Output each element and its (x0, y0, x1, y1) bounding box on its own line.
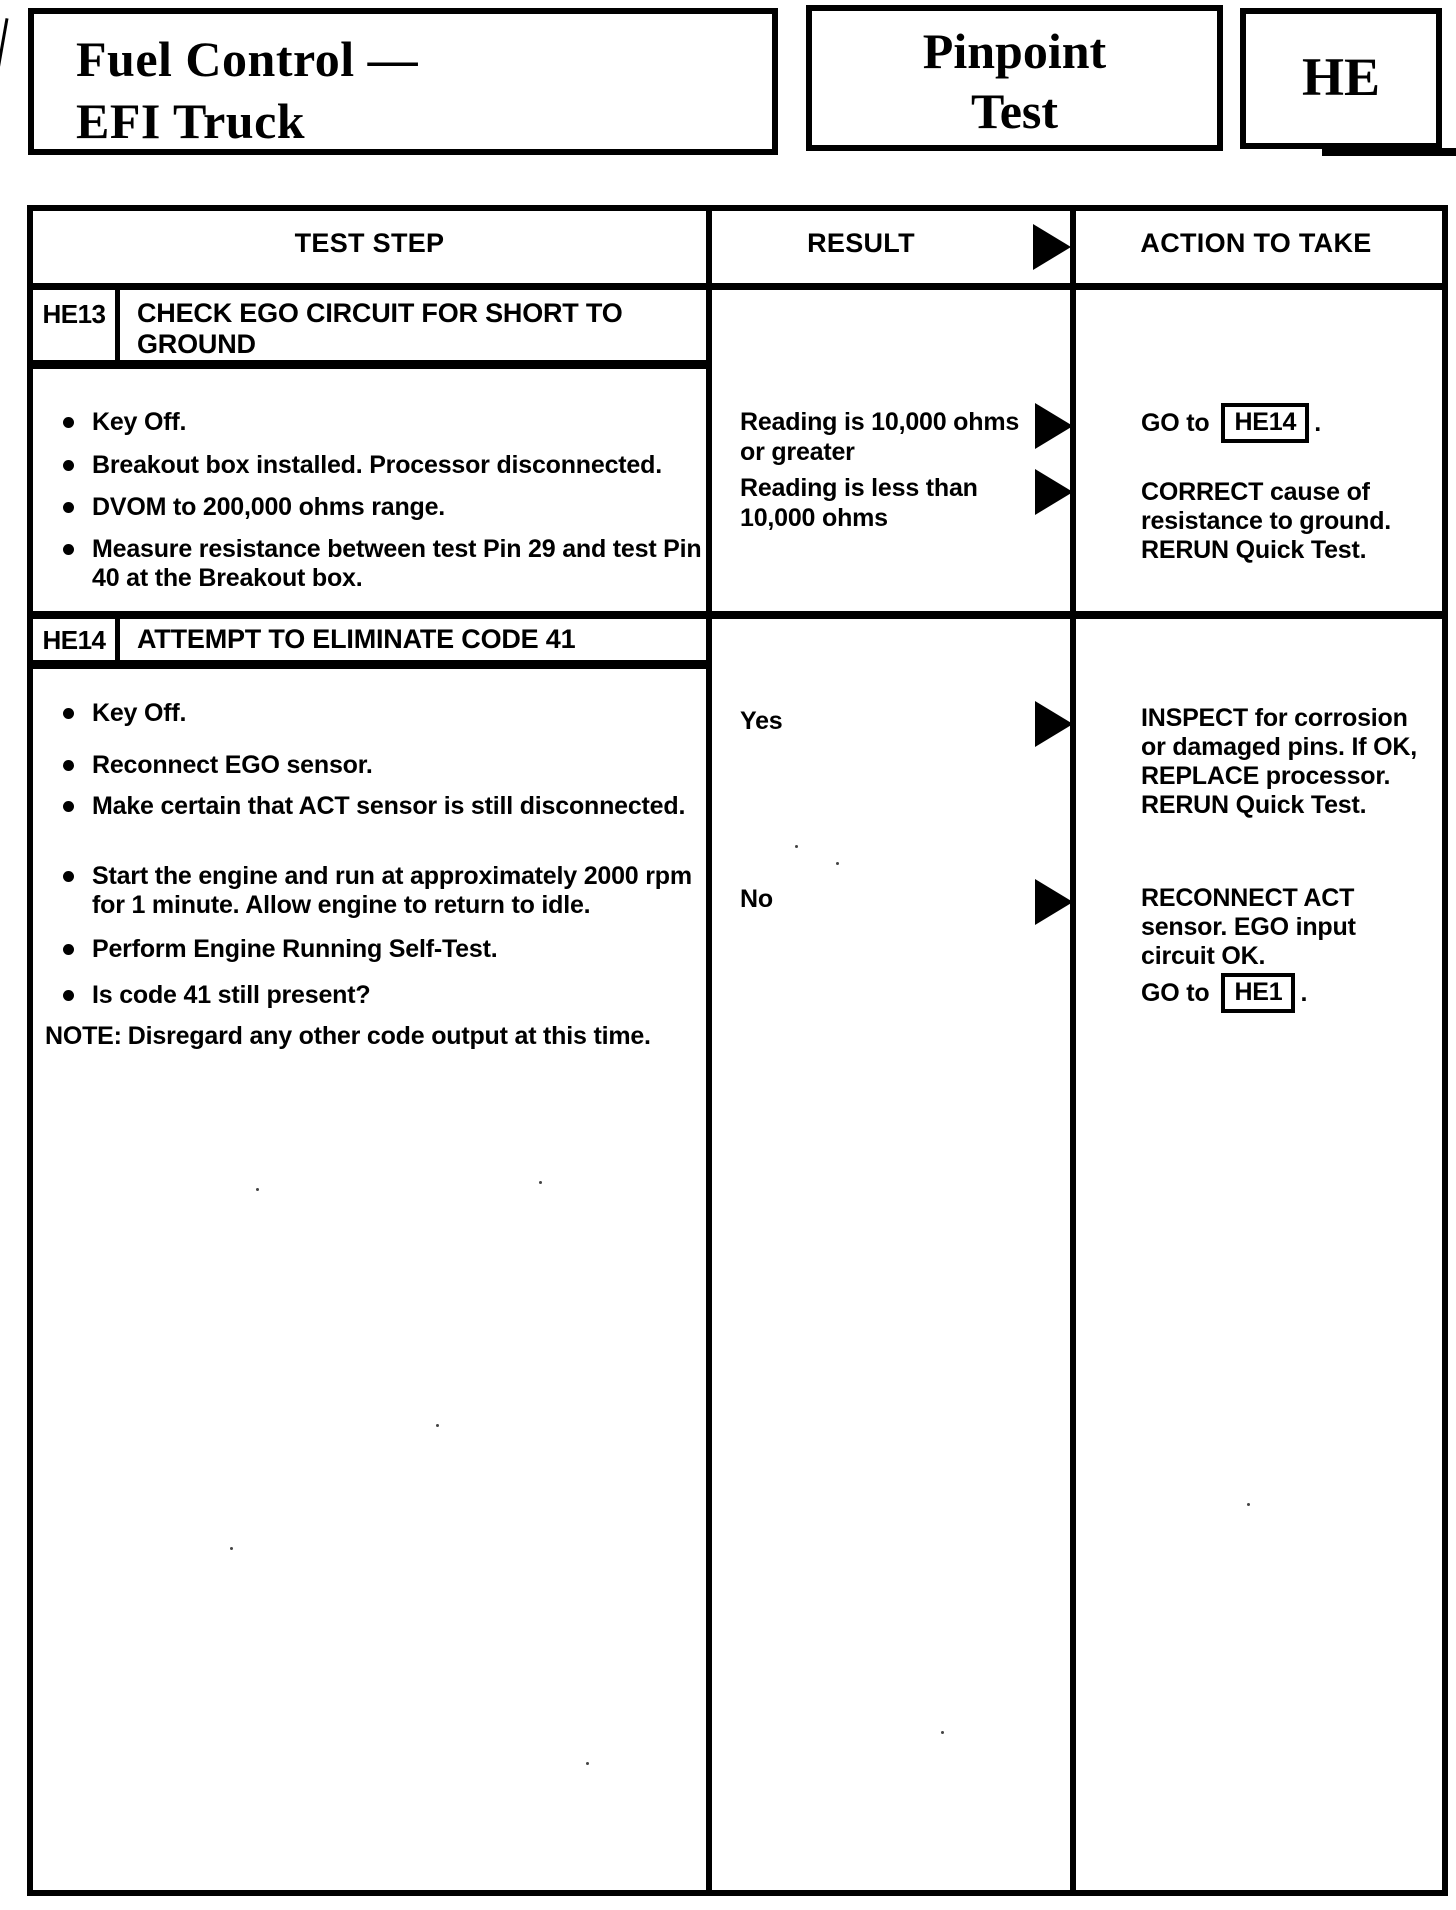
step-title-he13: CHECK EGO CIRCUIT FOR SHORT TO GROUND (137, 298, 623, 359)
goto-label: GO to (1141, 978, 1210, 1007)
step-badge-divider (115, 290, 120, 369)
bullet-icon (63, 760, 74, 771)
step-section-divider (33, 611, 1442, 619)
scan-speck (230, 1547, 233, 1550)
result-condition: No (740, 885, 773, 913)
goto-punctuation: . (1300, 978, 1308, 1007)
scan-speck (436, 1424, 439, 1427)
step-title-he14: ATTEMPT TO ELIMINATE CODE 41 (137, 624, 576, 654)
result-condition: Reading is less than 10,000 ohms (740, 474, 978, 532)
step-title-underline (33, 360, 712, 369)
test-step-text: Measure resistance between test Pin 29 and test Pin 40 at the Breakout box. (92, 535, 702, 592)
scan-edge-artifact (1322, 148, 1456, 156)
action-goto (1141, 403, 1321, 443)
test-step-text: Reconnect EGO sensor. (92, 751, 373, 779)
goto-step-ref: HE14 (1221, 403, 1309, 443)
scan-speck (836, 862, 839, 865)
goto-label: GO to (1141, 408, 1210, 437)
action-text: INSPECT for corrosion or damaged pins. If OK, REPLACE processor. RERUN Quick Test. (1141, 704, 1417, 819)
step-id-he14: HE14 (42, 625, 106, 655)
action-text: CORRECT cause of resistance to ground. RERUN Quick Test. (1141, 478, 1392, 564)
result-condition: Yes (740, 707, 783, 735)
action-goto (1141, 973, 1307, 1013)
test-step-text: Perform Engine Running Self-Test. (92, 935, 498, 963)
result-arrow-icon (1035, 879, 1073, 925)
result-arrow-icon (1035, 701, 1073, 747)
column-divider-2 (1070, 211, 1076, 1890)
note (45, 1021, 655, 1051)
bullet-icon (63, 944, 74, 955)
scan-speck (941, 1731, 944, 1734)
page-code: HE (1301, 47, 1381, 107)
test-step-item (63, 751, 712, 780)
scan-stray-mark (0, 18, 8, 70)
test-step-item (63, 451, 712, 480)
bullet-icon (63, 502, 74, 513)
scan-speck (1247, 1503, 1250, 1506)
test-step-item (63, 699, 712, 728)
test-step-item (63, 493, 712, 522)
result-arrow-icon (1035, 469, 1073, 515)
bullet-icon (63, 544, 74, 555)
goto-step-ref: HE1 (1221, 973, 1295, 1013)
test-step-item (63, 935, 712, 964)
bullet-icon (63, 708, 74, 719)
section-title-line2: EFI Truck (76, 93, 306, 149)
pinpoint-test-table (27, 205, 1448, 1896)
result-condition: Reading is 10,000 ohms or greater (740, 408, 1020, 466)
test-step-text: Is code 41 still present? (92, 981, 371, 1009)
step-id-he13: HE13 (42, 299, 106, 329)
scan-speck (539, 1181, 542, 1184)
result-arrow-icon (1033, 224, 1071, 270)
test-step-item (63, 981, 712, 1010)
bullet-icon (63, 990, 74, 1001)
test-step-text: Make certain that ACT sensor is still disconnected. (92, 792, 686, 820)
result-arrow-icon (1035, 403, 1073, 449)
scan-speck (586, 1762, 589, 1765)
test-step-item (63, 792, 712, 821)
bullet-icon (63, 460, 74, 471)
note-text: Disregard any other code output at this time. (127, 1022, 651, 1050)
scan-speck (256, 1188, 259, 1191)
section-title-box (28, 8, 778, 155)
test-step-text: DVOM to 200,000 ohms range. (92, 493, 446, 521)
step-title-underline (33, 660, 712, 669)
bullet-icon (63, 871, 74, 882)
header-row-divider (33, 283, 1442, 290)
scan-speck (795, 845, 798, 848)
doc-type-box (806, 5, 1223, 151)
test-step-text: Breakout box installed. Processor disconnected. (92, 451, 662, 479)
column-header-result: RESULT (807, 228, 915, 258)
test-step-text: Key Off. (92, 699, 187, 727)
test-step-text: Start the engine and run at approximately 2000 rpm for 1 minute. Allow engine to return to idle. (92, 862, 692, 919)
test-step-item (63, 535, 712, 593)
test-step-text: Key Off. (92, 408, 187, 436)
action-text: RECONNECT ACT sensor. EGO input circuit OK. (1141, 884, 1356, 970)
column-header-test-step: TEST STEP (294, 228, 445, 258)
bullet-icon (63, 417, 74, 428)
bullet-icon (63, 801, 74, 812)
doc-type-line1: Pinpoint (922, 23, 1107, 79)
test-step-item (63, 408, 712, 437)
note-label: NOTE: (45, 1022, 122, 1050)
page-code-box (1240, 8, 1442, 149)
goto-punctuation: . (1314, 408, 1321, 437)
section-title-line1: Fuel Control — (76, 31, 419, 87)
test-step-item (63, 862, 712, 920)
doc-type-line2: Test (970, 83, 1059, 139)
column-header-action: ACTION TO TAKE (1140, 228, 1372, 258)
